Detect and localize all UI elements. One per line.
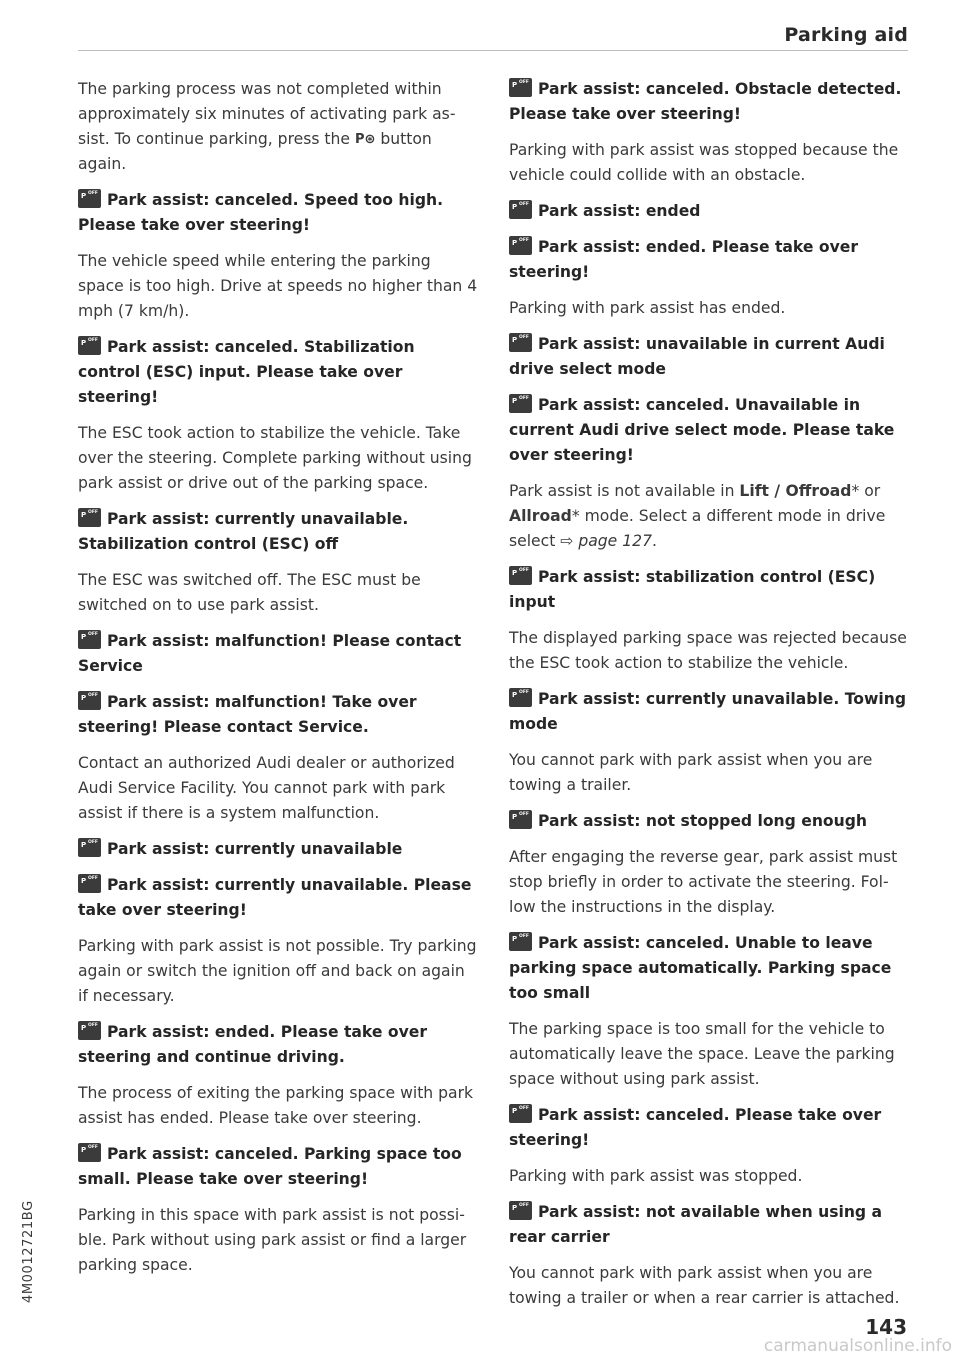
park-assist-off-icon xyxy=(509,78,532,97)
message-description xyxy=(509,296,909,321)
header-divider xyxy=(78,50,908,51)
park-assist-off-icon xyxy=(509,566,532,585)
message-description xyxy=(509,626,909,676)
body-text: After engaging the reverse gear, park assist must stop briefly in order to activate the steering. Follow the instructions in the display. xyxy=(509,848,898,916)
body-text: Contact an authorized Audi dealer or authorized Audi Service Facility. You cannot park with park assist if there is a system malfunction. xyxy=(78,754,455,822)
message-description xyxy=(78,249,478,324)
park-assist-off-icon xyxy=(509,1104,532,1123)
park-assist-off-icon xyxy=(78,508,101,527)
left-column xyxy=(78,77,478,1289)
body-text: The parking space is too small for the vehicle to automatically leave the space. Leave the parking space without using park assist. xyxy=(509,1020,895,1088)
message-description xyxy=(78,934,478,1009)
message-heading xyxy=(509,332,909,382)
message-heading xyxy=(509,235,909,285)
message-heading-text: Park assist: currently unavailable xyxy=(107,840,403,858)
page-reference: ⇨ page 127 xyxy=(560,532,652,550)
message-heading-text: Park assist: malfunction! Take over steering! Please contact Service. xyxy=(78,693,417,736)
body-text: Parking in this space with park assist is not possible. Park without using park assist or find a larger parking space. xyxy=(78,1206,467,1274)
message-description xyxy=(78,1081,478,1131)
message-heading xyxy=(78,837,478,862)
mode-name: Allroad xyxy=(509,507,572,525)
message-description xyxy=(509,1017,909,1092)
park-assist-off-icon xyxy=(509,236,532,255)
park-assist-off-icon xyxy=(509,394,532,413)
message-heading xyxy=(509,565,909,615)
page-number: 143 xyxy=(865,1315,907,1339)
message-heading-text: Park assist: canceled. Obstacle detected. Please take over steering! xyxy=(509,80,902,123)
message-heading-text: Park assist: currently unavailable. Towing mode xyxy=(509,690,907,733)
message-heading-text: Park assist: canceled. Unavailable in current Audi drive select mode. Please take over steering! xyxy=(509,396,895,464)
message-description xyxy=(509,138,909,188)
message-heading-text: Park assist: malfunction! Please contact Service xyxy=(78,632,462,675)
message-heading-text: Park assist: currently unavailable. Stabilization control (ESC) off xyxy=(78,510,409,553)
body-text: button again. xyxy=(78,130,432,173)
body-text: Parking with park assist has ended. xyxy=(509,299,786,317)
message-heading-text: Park assist: not available when using a rear carrier xyxy=(509,1203,883,1246)
message-description xyxy=(78,421,478,496)
park-assist-off-icon xyxy=(78,336,101,355)
message-heading-text: Park assist: ended xyxy=(538,202,701,220)
body-text: The vehicle speed while entering the parking space is too high. Drive at speeds no higher than 4 mph (7 km/h). xyxy=(78,252,478,320)
message-description xyxy=(509,479,909,554)
message-heading xyxy=(78,1020,478,1070)
park-assist-off-icon xyxy=(509,200,532,219)
message-description xyxy=(509,1164,909,1189)
park-assist-off-icon xyxy=(78,691,101,710)
body-text: The parking process was not completed within approximately six minutes of activating park assist. To continue parking, press the xyxy=(78,80,456,148)
message-heading xyxy=(78,1142,478,1192)
message-heading-text: Park assist: currently unavailable. Please take over steering! xyxy=(78,876,472,919)
park-assist-off-icon xyxy=(78,1143,101,1162)
body-text: Parking with park assist was stopped. xyxy=(509,1167,803,1185)
message-description xyxy=(78,1203,478,1278)
message-heading-text: Park assist: not stopped long enough xyxy=(538,812,867,830)
message-heading-text: Park assist: canceled. Please take over steering! xyxy=(509,1106,882,1149)
message-heading-text: Park assist: ended. Please take over steering! xyxy=(509,238,859,281)
document-code: 4M0012721BG xyxy=(21,1200,36,1303)
body-text: You cannot park with park assist when you are towing a trailer or when a rear carrier is attached. xyxy=(509,1264,900,1307)
message-heading xyxy=(78,690,478,740)
body-text: The ESC was switched off. The ESC must be switched on to use park assist. xyxy=(78,571,421,614)
park-assist-off-icon xyxy=(78,630,101,649)
message-heading xyxy=(78,629,478,679)
message-heading-text: Park assist: canceled. Unable to leave parking space automatically. Parking space too small xyxy=(509,934,892,1002)
message-heading xyxy=(509,809,909,834)
message-heading xyxy=(78,188,478,238)
message-heading xyxy=(509,393,909,468)
message-heading xyxy=(509,1103,909,1153)
message-description xyxy=(509,1261,909,1311)
park-assist-off-icon xyxy=(509,810,532,829)
park-assist-off-icon xyxy=(509,1201,532,1220)
park-assist-off-icon xyxy=(509,932,532,951)
body-text: The process of exiting the parking space with park assist has ended. Please take over steering. xyxy=(78,1084,474,1127)
message-heading xyxy=(509,1200,909,1250)
body-text: Park assist is not available in xyxy=(509,482,740,500)
body-text: The displayed parking space was rejected because the ESC took action to stabilize the vehicle. xyxy=(509,629,907,672)
mode-name: Lift / Offroad xyxy=(739,482,852,500)
message-heading xyxy=(509,77,909,127)
park-assist-off-icon xyxy=(78,874,101,893)
message-heading-text: Park assist: canceled. Stabilization control (ESC) input. Please take over steering! xyxy=(78,338,415,406)
message-description xyxy=(78,77,478,177)
message-heading xyxy=(509,687,909,737)
message-heading-text: Park assist: stabilization control (ESC) input xyxy=(509,568,876,611)
body-text: . xyxy=(652,532,657,550)
message-heading-text: Park assist: unavailable in current Audi drive select mode xyxy=(509,335,885,378)
park-assist-button-icon: P⊛ xyxy=(354,132,376,147)
message-heading xyxy=(509,931,909,1006)
message-heading-text: Park assist: ended. Please take over steering and continue driving. xyxy=(78,1023,428,1066)
body-text: * mode. Select a different mode in drive select xyxy=(509,507,886,550)
right-column xyxy=(509,77,909,1322)
message-description xyxy=(509,748,909,798)
body-text: You cannot park with park assist when you are towing a trailer. xyxy=(509,751,873,794)
park-assist-off-icon xyxy=(78,838,101,857)
body-text: Parking with park assist is not possible. Try parking again or switch the ignition off and back on again if necessary. xyxy=(78,937,477,1005)
park-assist-off-icon xyxy=(78,189,101,208)
message-heading-text: Park assist: canceled. Speed too high. Please take over steering! xyxy=(78,191,444,234)
message-heading xyxy=(509,199,909,224)
message-description xyxy=(78,751,478,826)
park-assist-off-icon xyxy=(78,1021,101,1040)
message-heading xyxy=(78,507,478,557)
park-assist-off-icon xyxy=(509,333,532,352)
page-header-title: Parking aid xyxy=(784,24,908,46)
message-heading-text: Park assist: canceled. Parking space too small. Please take over steering! xyxy=(78,1145,462,1188)
body-text: * or xyxy=(851,482,881,500)
message-heading xyxy=(78,335,478,410)
message-heading xyxy=(78,873,478,923)
watermark-text: carmanualsonline.info xyxy=(763,1336,952,1356)
park-assist-off-icon xyxy=(509,688,532,707)
body-text: Parking with park assist was stopped because the vehicle could collide with an obstacle. xyxy=(509,141,899,184)
message-description xyxy=(509,845,909,920)
message-description xyxy=(78,568,478,618)
body-text: The ESC took action to stabilize the vehicle. Take over the steering. Complete parking without using park assist or drive out of the parking space. xyxy=(78,424,472,492)
